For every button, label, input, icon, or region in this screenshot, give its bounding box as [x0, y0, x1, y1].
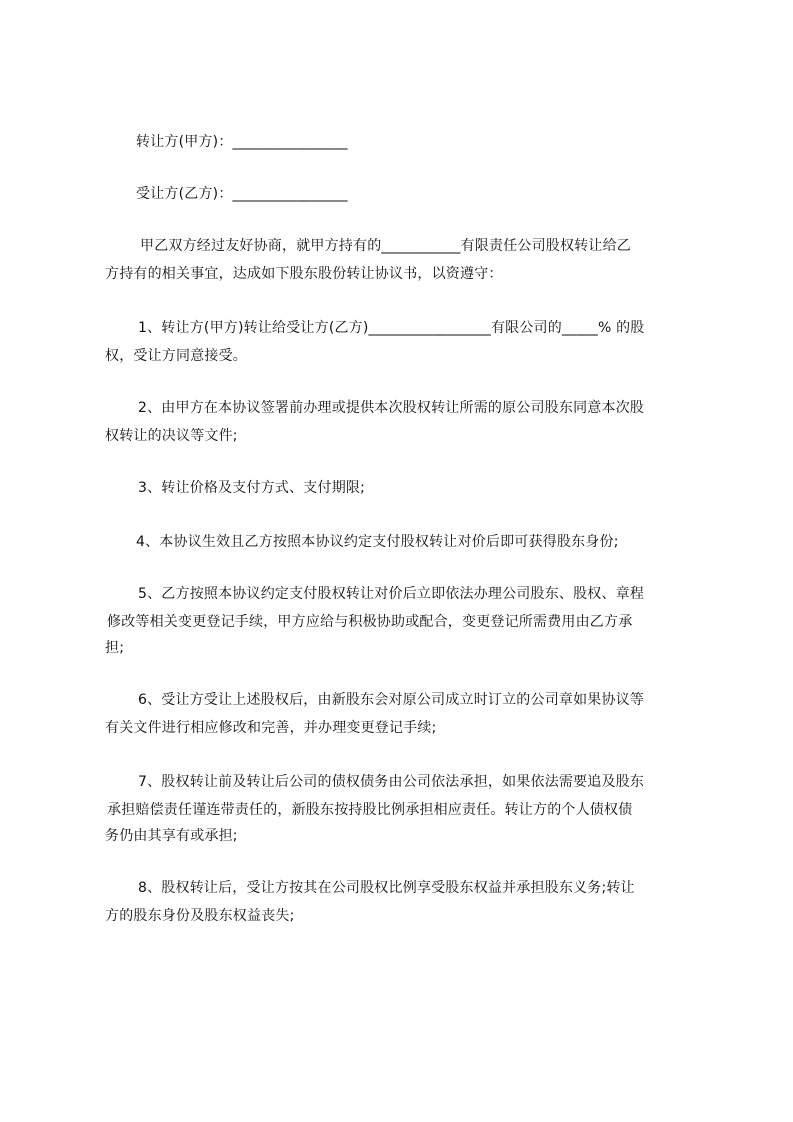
clause-5-line-3: 担;	[105, 640, 125, 656]
clause-1-line-1: 1、转让方(甲方)转让给受让方(乙方)_________________有限公司的_____% 的股	[138, 320, 645, 336]
clause-7-line-3: 务仍由其享有或承担;	[105, 828, 238, 844]
clause-1-line-2: 权，受让方同意接受。	[105, 348, 247, 364]
clause-2-line-1: 2、由甲方在本协议签署前办理或提供本次股权转让所需的原公司股东同意本次股	[138, 400, 645, 416]
transferee-line: 受让方(乙方)：________________	[136, 186, 348, 202]
intro-line-1: 甲乙双方经过友好协商，就甲方持有的___________有限责任公司股权转让给乙	[140, 238, 631, 254]
intro-line-2: 方持有的相关事宜，达成如下股东股份转让协议书，以资遵守：	[105, 266, 503, 282]
clause-5-line-2: 修改等相关变更登记手续，甲方应给与积极协助或配合，变更登记所需费用由乙方承	[107, 614, 633, 630]
clause-7-line-2: 承担赔偿责任谨连带责任的，新股东按持股比例承担相应责任。转让方的个人债权债	[107, 802, 633, 818]
clause-3-line-1: 3、转让价格及支付方式、支付期限;	[138, 480, 366, 496]
clause-7-line-1: 7、股权转让前及转让后公司的债权债务由公司依法承担，如果依法需要追及股东	[138, 774, 645, 790]
clause-6-line-2: 有关文件进行相应修改和完善，并办理变更登记手续;	[105, 720, 437, 736]
clause-4-line-1: 4、本协议生效且乙方按照本协议约定支付股权转让对价后即可获得股东身份;	[136, 534, 619, 550]
clause-2-line-2: 权转让的决议等文件;	[105, 428, 238, 444]
transferor-line: 转让方(甲方)：________________	[136, 134, 348, 150]
clause-5-line-1: 5、乙方按照本协议约定支付股权转让对价后立即依法办理公司股东、股权、章程	[138, 586, 645, 602]
clause-8-line-2: 方的股东身份及股东权益丧失;	[105, 908, 295, 924]
clause-6-line-1: 6、受让方受让上述股权后，由新股东会对原公司成立时订立的公司章如果协议等	[138, 692, 645, 708]
clause-8-line-1: 8、股权转让后，受让方按其在公司股权比例享受股东权益并承担股东义务;转让	[138, 880, 635, 896]
